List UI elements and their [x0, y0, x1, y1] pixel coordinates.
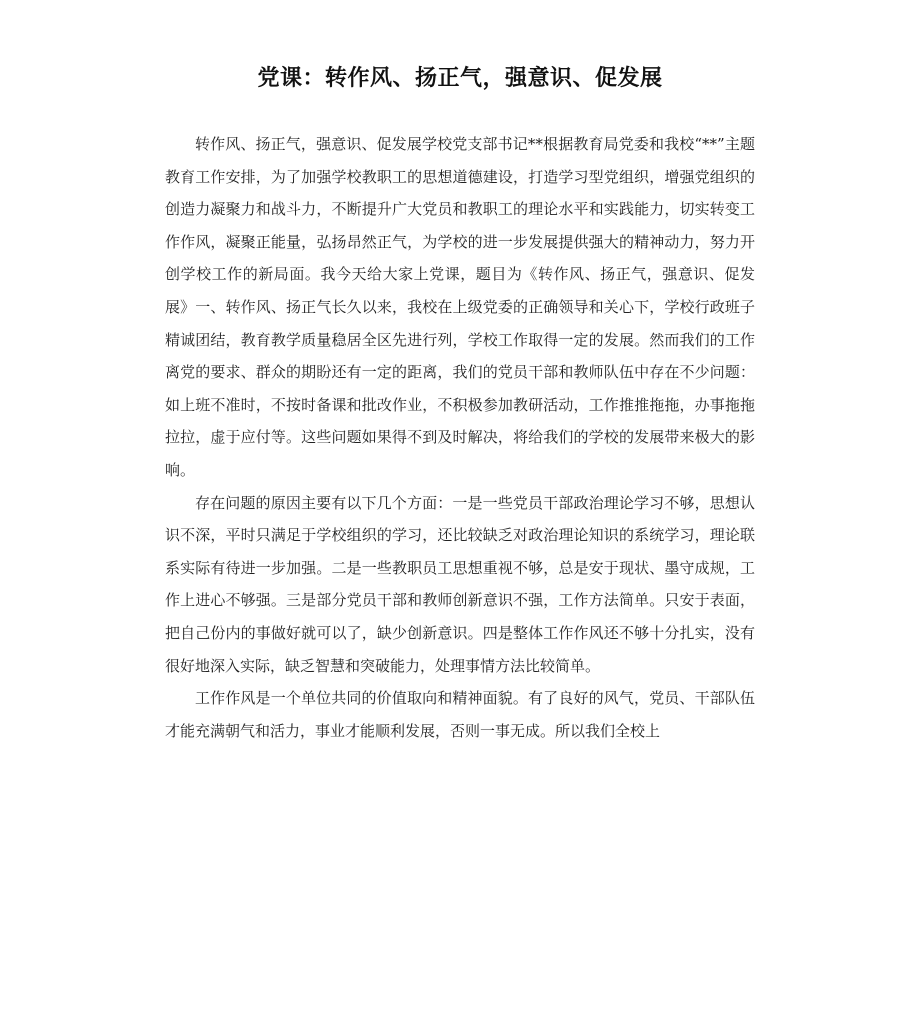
- body-paragraph: 转作风、扬正气，强意识、促发展学校党支部书记**根据教育局党委和我校“**”主题教育工作安排，为了加强学校教职工的思想道德建设，打造学习型党组织，增强党组织的创造力凝聚力和战斗力，不断提升广大党员和教职工的理论水平和实践能力，切实转变工作作风，凝聚正能量，弘扬昂然正气，为学校的进一步发展提供强大的精神动力，努力开创学校工作的新局面。我今天给大家上党课，题目为《转作风、扬正气，强意识、促发展》一、转作风、扬正气长久以来，我校在上级党委的正确领导和关心下，学校行政班子精诚团结，教育教学质量稳居全区先进行列，学校工作取得一定的发展。然而我们的工作离党的要求、群众的期盼还有一定的距离，我们的党员干部和教师队伍中存在不少问题：如上班不准时，不按时备课和批改作业，不积极参加教研活动，工作推推拖拖，办事拖拖拉拉，虚于应付等。这些问题如果得不到及时解决，将给我们的学校的发展带来极大的影响。: [165, 135, 755, 479]
- body-paragraph: 工作作风是一个单位共同的价值取向和精神面貌。有了良好的风气，党员、干部队伍才能充满朝气和活力，事业才能顺利发展，否则一事无成。所以我们全校上: [165, 689, 755, 740]
- document-body: [165, 128, 755, 747]
- body-paragraph: 存在问题的原因主要有以下几个方面：一是一些党员干部政治理论学习不够，思想认识不深，平时只满足于学校组织的学习，还比较缺乏对政治理论知识的系统学习，理论联系实际有待进一步加强。二是一些教职员工思想重视不够，总是安于现状、墨守成规，工作上进心不够强。三是部分党员干部和教师创新意识不强，工作方法简单。只安于表面，把自己份内的事做好就可以了，缺少创新意识。四是整体工作作风还不够十分扎实，没有很好地深入实际，缺乏智慧和突破能力，处理事情方法比较简单。: [165, 493, 755, 675]
- document-title: 党课：转作风、扬正气，强意识、促发展: [257, 66, 663, 91]
